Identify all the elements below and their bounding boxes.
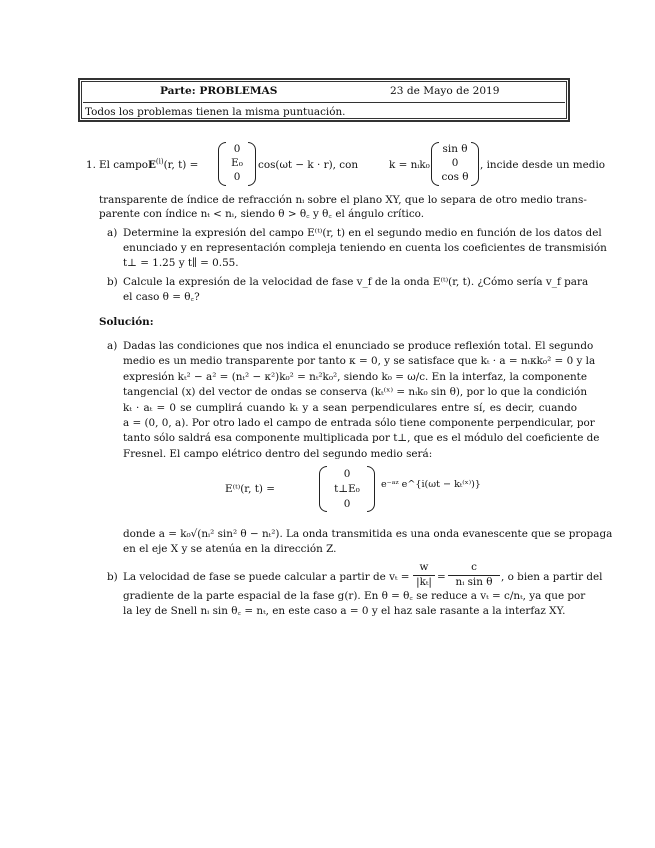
question-a-line: t⊥ = 1.25 y t∥ = 0.55.	[123, 256, 239, 269]
solution-a-line: tanto sólo saldrá esa componente multiplicada por t⊥, que es el módulo del coeficiente de	[123, 432, 600, 445]
solution-a-line: tangencial (x) del vector de ondas se conserva (kₜ⁽ˣ⁾ = nᵢk₀ sin θ), por lo que la condición	[123, 386, 588, 399]
solution-b-intro: La velocidad de fase se puede calcular a partir de vₜ =	[123, 571, 410, 583]
field-expression: $E^{(i)}(r$, t) =	[148, 157, 199, 171]
solution-a-after-line: en el eje X y se atenúa en la dirección Z.	[123, 542, 337, 555]
solution-a-label: a)	[107, 340, 118, 352]
problem-line-3: parente con índice nₜ < nᵢ, siendo θ > θ꜀ y θ꜀ el ángulo crítico.	[99, 208, 425, 220]
solution-b-body	[123, 589, 586, 619]
k-vector-lhs: k = nᵢk₀	[389, 159, 430, 171]
solution-a-line: Fresnel. El campo elétrico dentro del segundo medio será:	[123, 447, 433, 460]
solution-b-line: gradiente de la parte espacial de la fase g(r). En θ = θ꜀ se reduce a vₜ = c/nₜ, ya que por	[123, 590, 586, 602]
solution-heading: Solución:	[99, 316, 154, 328]
transmitted-field-vector: 0 t⊥E₀ 0	[319, 466, 375, 512]
part-label: Parte: PROBLEMAS	[160, 85, 278, 97]
problem-intro-tail: , incide desde un medio	[480, 159, 606, 171]
solution-a-after-line: donde a = k₀√(nᵢ² sin² θ − nₜ²). La onda transmitida es una onda evanescente que se propaga	[123, 528, 613, 540]
solution-b-line: la ley de Snell nᵢ sin θ꜀ = nₜ, en este caso a = 0 y el haz sale rasante a la interfaz XY.	[123, 605, 566, 617]
question-b-line: el caso θ = θ꜀?	[123, 290, 200, 303]
solution-a-line: a = (0, 0, a). Por otro lado el campo de entrada sólo tiene componente perpendicular, por	[123, 417, 595, 430]
question-b-line: Calcule la expresión de la velocidad de fase v_f de la onda E⁽ᵗ⁾(r, t). ¿Cómo sería v_f para	[123, 276, 589, 288]
solution-b-label: b)	[107, 571, 118, 583]
scoring-note: Todos los problemas tienen la misma puntuación.	[85, 106, 346, 118]
equation-exponential: e⁻ᵃᶻ e^{i(ωt − kₜ⁽ˣ⁾)}	[381, 479, 481, 490]
solution-a-line: medio es un medio transparente por tanto κ = 0, y se satisface que kₜ · a = nₜκk₀² = 0 y la	[123, 355, 596, 368]
header-divider	[83, 102, 565, 103]
problem-intro: El campo	[99, 159, 148, 171]
transmitted-field-equation	[225, 466, 485, 516]
solution-b-intro-tail: , o bien a partir del	[501, 571, 603, 583]
problem-statement-line1	[86, 142, 606, 192]
solution-b	[99, 560, 603, 590]
equals-sign: =	[437, 571, 446, 583]
problem-line-2: transparente de índice de refracción nᵢ sobre el plano XY, que lo separa de otro medio trans-	[99, 194, 587, 206]
k-direction-vector: sin θ 0 cos θ	[431, 142, 479, 186]
question-a-line: Determine la expresión del campo E⁽ᵗ⁾(r, t) en el segundo medio en función de los datos del	[123, 227, 602, 239]
problem-number: 1.	[86, 159, 96, 171]
question-b-label: b)	[107, 276, 118, 288]
phase-velocity-fraction-1: w |kₜ|	[413, 560, 435, 589]
solution-a-line: kₜ · aₜ = 0 se cumplirá cuando kₜ y a sean perpendiculares entre sí, es decir, cuando	[123, 401, 577, 414]
question-a-line: enunciado y en representación compleja teniendo en cuenta los coeficientes de transmisión	[123, 241, 607, 254]
solution-a-line: expresión kₜ² − a² = (nₜ² − κ²)k₀² = nₜ²k₀², siendo k₀ = ω/c. En la interfaz, la componente	[123, 370, 588, 383]
solution-a-conclusion	[123, 527, 613, 557]
solution-a-line: Dadas las condiciones que nos indica el enunciado se produce reflexión total. El segundo	[123, 340, 594, 352]
phase-velocity-fraction-2: c nᵢ sin θ	[448, 560, 500, 589]
equation-lhs: E⁽ᵗ⁾(r, t) =	[225, 483, 275, 495]
exam-header-box	[78, 78, 570, 122]
exam-date: 23 de Mayo de 2019	[390, 85, 500, 97]
question-a-label: a)	[107, 227, 118, 239]
incident-field-vector: 0 E₀ 0	[218, 142, 256, 186]
cos-phase-text: cos(ωt − k · r), con	[258, 159, 359, 171]
